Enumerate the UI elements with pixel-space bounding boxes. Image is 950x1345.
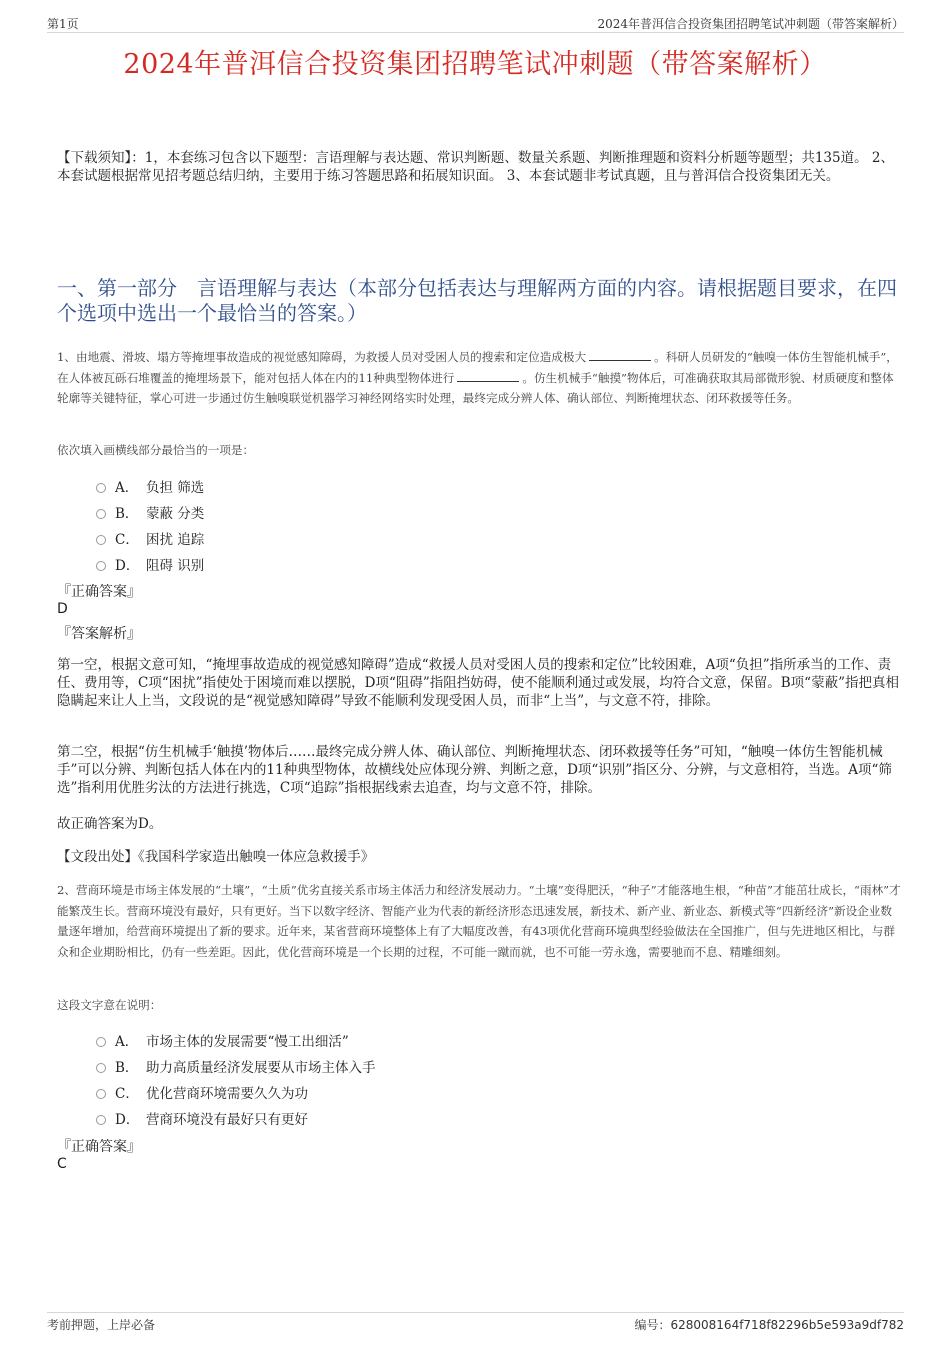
- question-1-options: [96, 473, 204, 577]
- header-doc-title: 2024年普洱信合投资集团招聘笔试冲刺题（带答案解析）: [597, 17, 904, 31]
- radio-icon[interactable]: [96, 1063, 106, 1073]
- page-number: 第1页: [47, 17, 79, 31]
- option-a[interactable]: A． 市场主体的发展需要“慢工出细活”: [96, 1027, 376, 1053]
- answer-label: 『正确答案』: [57, 1139, 141, 1155]
- page-footer: [47, 1312, 904, 1333]
- radio-icon[interactable]: [96, 561, 106, 571]
- option-c[interactable]: C． 困扰 追踪: [96, 525, 204, 551]
- option-b[interactable]: B． 助力高质量经济发展要从市场主体入手: [96, 1053, 376, 1079]
- analysis-paragraph-1: 第一空，根据文意可知，“掩埋事故造成的视觉感知障碍”造成“救援人员对受困人员的搜索和定位”比较困难，A项“负担”指所承当的工作、责任、费用等，C项“困扰”指使处于困境而难以摆脱，D项“阻碍”指阻挡妨碍，使不能顺利通过或发展，均符合文意，保留。B项“蒙蔽”指把真相隐瞒起来让人上当，文段说的是“视觉感知障碍”导致不能顺利发现受困人员，而非“上当”，与文意不符，排除。: [57, 657, 899, 709]
- download-notice: 【下载须知】：1，本套练习包含以下题型：言语理解与表达题、常识判断题、数量关系题、判断推理题和资料分析题等题型；共135道。 2、本套试题根据常见招考题总结归纳，主要用于练习答题思路和拓展知识面。 3、本套试题非考试真题，且与普洱信合投资集团无关。: [57, 150, 894, 184]
- option-a[interactable]: A． 负担 筛选: [96, 473, 204, 499]
- footer-code: 编号：628008164f718f82296b5e593a9df782: [634, 1318, 904, 1332]
- radio-icon[interactable]: [96, 483, 106, 493]
- document-title: 2024年普洱信合投资集团招聘笔试冲刺题（带答案解析）: [123, 49, 827, 80]
- page-header: [47, 14, 904, 33]
- answer-value: D: [57, 601, 68, 617]
- radio-icon[interactable]: [96, 535, 106, 545]
- source-citation: 【文段出处】《我国科学家造出触嗅一体应急救援手》: [57, 849, 375, 865]
- radio-icon[interactable]: [96, 1115, 106, 1125]
- answer-value: C: [57, 1156, 67, 1172]
- question-2-text: 2、营商环境是市场主体发展的“土壤”，“土质”优劣直接关系市场主体活力和经济发展动力。“土壤”变得肥沃，“种子”才能落地生根，“种苗”才能茁壮成长，“雨林”才能繁茂生长。营商环境没有最好，只有更好。当下以数字经济、智能产业为代表的新经济形态迅速发展，新技术、新产业、新业态、新模式等“四新经济”新设企业数量逐年增加，给营商环境提出了新的要求。近年来，某省营商环境整体上有了大幅度改善，有43项优化营商环境典型经验做法在全国推广，但与先进地区相比，与群众和企业期盼相比，仍有一些差距。因此，优化营商环境是一个长期的过程，不可能一蹴而就，也不可能一劳永逸，需要驰而不息、精雕细刻。: [57, 883, 901, 959]
- option-c[interactable]: C． 优化营商环境需要久久为功: [96, 1079, 376, 1105]
- radio-icon[interactable]: [96, 509, 106, 519]
- fill-blank-2: [457, 369, 519, 382]
- section-heading: 一、第一部分 言语理解与表达（本部分包括表达与理解两方面的内容。请根据题目要求，在四个选项中选出一个最恰当的答案。）: [57, 276, 897, 325]
- radio-icon[interactable]: [96, 1037, 106, 1047]
- analysis-label: 『答案解析』: [57, 626, 141, 642]
- analysis-paragraph-2: 第二空，根据“仿生机械手‘触摸’物体后……最终完成分辨人体、确认部位、判断掩埋状态、闭环救援等任务”可知，“触嗅一体仿生智能机械手”可以分辨、判断包括人体在内的11种典型物体，故横线处应体现分辨、判断之意，D项“识别”指区分、分辨，与文意相符，当选。A项“筛选”指利用优胜劣汰的方法进行挑选，C项“追踪”指根据线索去追查，均与文意不符，排除。: [57, 744, 892, 796]
- question-1-text: 1、由地震、滑坡、塌方等掩埋事故造成的视觉感知障碍，为救援人员对受困人员的搜索和定位造成极大 。科研人员研发的“触嗅一体仿生智能机械手”，在人体被瓦砾石堆覆盖的掩埋场景下，能对包括人体在内的11种典型物体进行 。仿生机械手“触摸”物体后，可准确获取其局部微形貌、材质硬度和整体轮廓等关键特征，掌心可进一步通过仿生触嗅联觉机器学习神经网络实时处理，最终完成分辨人体、确认部位、判断掩埋状态、闭环救援等任务。: [57, 350, 898, 405]
- question-1-prompt: 依次填入画横线部分最恰当的一项是：: [57, 443, 255, 457]
- analysis-conclusion: 故正确答案为D。: [57, 816, 163, 832]
- option-d[interactable]: D． 营商环境没有最好只有更好: [96, 1105, 376, 1131]
- question-2-options: [96, 1027, 376, 1131]
- option-d[interactable]: D． 阻碍 识别: [96, 551, 204, 577]
- option-b[interactable]: B． 蒙蔽 分类: [96, 499, 204, 525]
- question-2-prompt: 这段文字意在说明：: [57, 998, 162, 1012]
- radio-icon[interactable]: [96, 1089, 106, 1099]
- fill-blank-1: [589, 348, 651, 361]
- answer-label: 『正确答案』: [57, 584, 141, 600]
- footer-slogan: 考前押题，上岸必备: [47, 1318, 156, 1332]
